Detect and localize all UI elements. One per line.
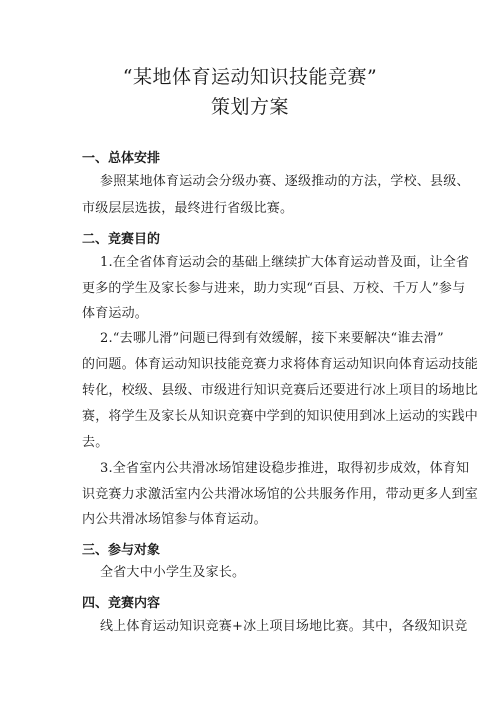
section-heading-overall: 一、总体安排: [82, 151, 161, 166]
paragraph-line: 2.“去哪儿滑”问题已得到有效缓解，接下来要解决“谁去滑”: [100, 331, 444, 346]
section-heading-participants: 三、参与对象: [82, 543, 161, 558]
section-heading-content: 四、竞赛内容: [82, 596, 161, 611]
paragraph-line: 更多的学生及家长参与进来，助力实现“百县、万校、千万人”参与: [82, 281, 466, 296]
paragraph-line: 3.全省室内公共滑冰场馆建设稳步推进，取得初步成效，体育知: [100, 461, 470, 476]
paragraph-line: 转化，校级、县级、市级进行知识竞赛后还要进行冰上项目的场地比: [82, 383, 479, 398]
document-title: “某地体育运动知识技能竞赛”: [122, 66, 378, 88]
paragraph-line: 参照某地体育运动会分级办赛、逐级推动的方法，学校、县级、: [100, 174, 470, 189]
section-heading-purpose: 二、竞赛目的: [82, 232, 161, 247]
paragraph-line: 市级层层选拔，最终进行省级比赛。: [82, 201, 294, 216]
paragraph-line: 体育运动。: [82, 306, 149, 321]
paragraph-line: 去。: [82, 435, 109, 450]
document-subtitle: 策划方案: [210, 96, 289, 118]
paragraph-line: 全省大中小学生及家长。: [100, 565, 246, 580]
paragraph-line: 的问题。体育运动知识技能竞赛力求将体育运动知识向体育运动技能: [82, 357, 479, 372]
paragraph-line: 赛，将学生及家长从知识竞赛中学到的知识使用到冰上运动的实践中: [82, 409, 479, 424]
paragraph-line: 识竞赛力求激活室内公共滑冰场馆的公共服务作用，带动更多人到室: [82, 487, 479, 502]
paragraph-line: 内公共滑冰场馆参与体育运动。: [82, 512, 267, 527]
paragraph-line: 线上体育运动知识竞赛+冰上项目场地比赛。其中，各级知识竞: [100, 619, 468, 634]
paragraph-line: 1.在全省体育运动会的基础上继续扩大体育运动普及面，让全省: [100, 255, 470, 270]
